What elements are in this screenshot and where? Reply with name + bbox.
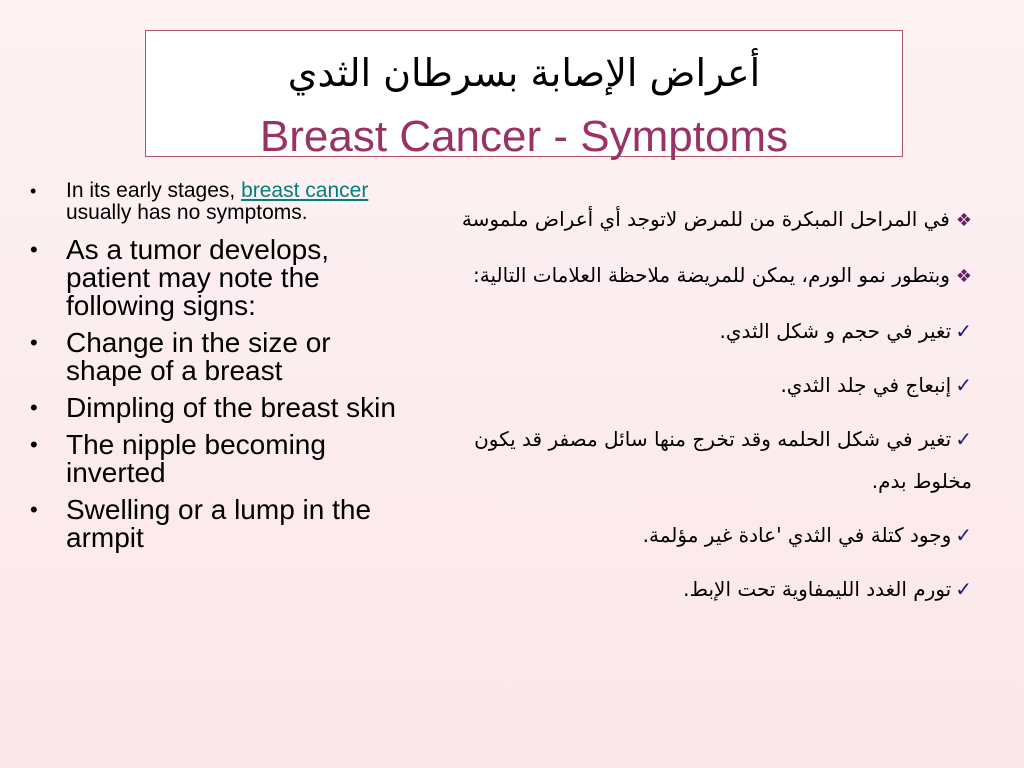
list-item [28, 329, 408, 385]
list-item [28, 431, 408, 487]
list-item [440, 198, 972, 242]
item-text: usually has no symptoms. [66, 201, 308, 224]
bullet-icon: • [30, 237, 38, 262]
list-item [28, 236, 408, 320]
list-item [440, 568, 972, 610]
bullet-icon: • [30, 395, 38, 420]
english-bullet-list [28, 180, 408, 561]
check-mark-icon: ✓ [955, 319, 972, 343]
list-item [440, 514, 972, 556]
item-text: As a tumor develops, patient may note the following signs: [66, 234, 330, 321]
item-text: The nipple becoming inverted [66, 429, 326, 488]
list-item [28, 180, 408, 224]
english-title: Breast Cancer - Symptoms [259, 112, 789, 161]
list-item [28, 496, 408, 552]
list-item [440, 310, 972, 352]
arabic-title: أعراض الإصابة بسرطان الثدي [287, 51, 761, 95]
item-text: Swelling or a lump in the armpit [66, 494, 372, 553]
title-box [145, 30, 903, 161]
bullet-icon: • [30, 432, 38, 457]
list-item [28, 394, 408, 422]
list-item [440, 254, 972, 298]
item-text: في المراحل المبكرة من للمرض لاتوجد أي أعراض ملموسة [461, 207, 950, 231]
list-item [440, 364, 972, 406]
check-mark-icon: ✓ [955, 577, 972, 601]
item-text: In its early stages, [66, 179, 242, 202]
bullet-icon: • [30, 497, 38, 522]
check-mark-icon: ✓ [955, 523, 972, 547]
item-text: تغير في حجم و شكل الثدي. [719, 319, 952, 343]
check-mark-icon: ✓ [955, 427, 972, 451]
item-text: Dimpling of the breast skin [66, 392, 396, 423]
arabic-bullet-list [440, 198, 972, 622]
bullet-icon: • [30, 181, 37, 201]
check-mark-icon: ✓ [955, 373, 972, 397]
item-text: Change in the size or shape of a breast [66, 327, 331, 386]
list-item [440, 418, 972, 502]
item-text: وجود كتلة في الثدي 'عادة غير مؤلمة. [642, 523, 952, 547]
bullet-icon: • [30, 330, 38, 355]
item-text: إنبعاج في جلد الثدي. [780, 373, 952, 397]
diamond-bullet-icon: ❖ [955, 210, 972, 231]
item-text: تورم الغدد الليمفاوية تحت الإبط. [683, 577, 952, 601]
diamond-bullet-icon: ❖ [955, 266, 972, 287]
breast-cancer-link[interactable]: breast cancer [241, 179, 369, 202]
item-text: تغير في شكل الحلمه وقد تخرج منها سائل مصفر قد يكون مخلوط بدم. [474, 427, 972, 493]
item-text: وبتطور نمو الورم، يمكن للمريضة ملاحظة العلامات التالية: [473, 263, 950, 287]
